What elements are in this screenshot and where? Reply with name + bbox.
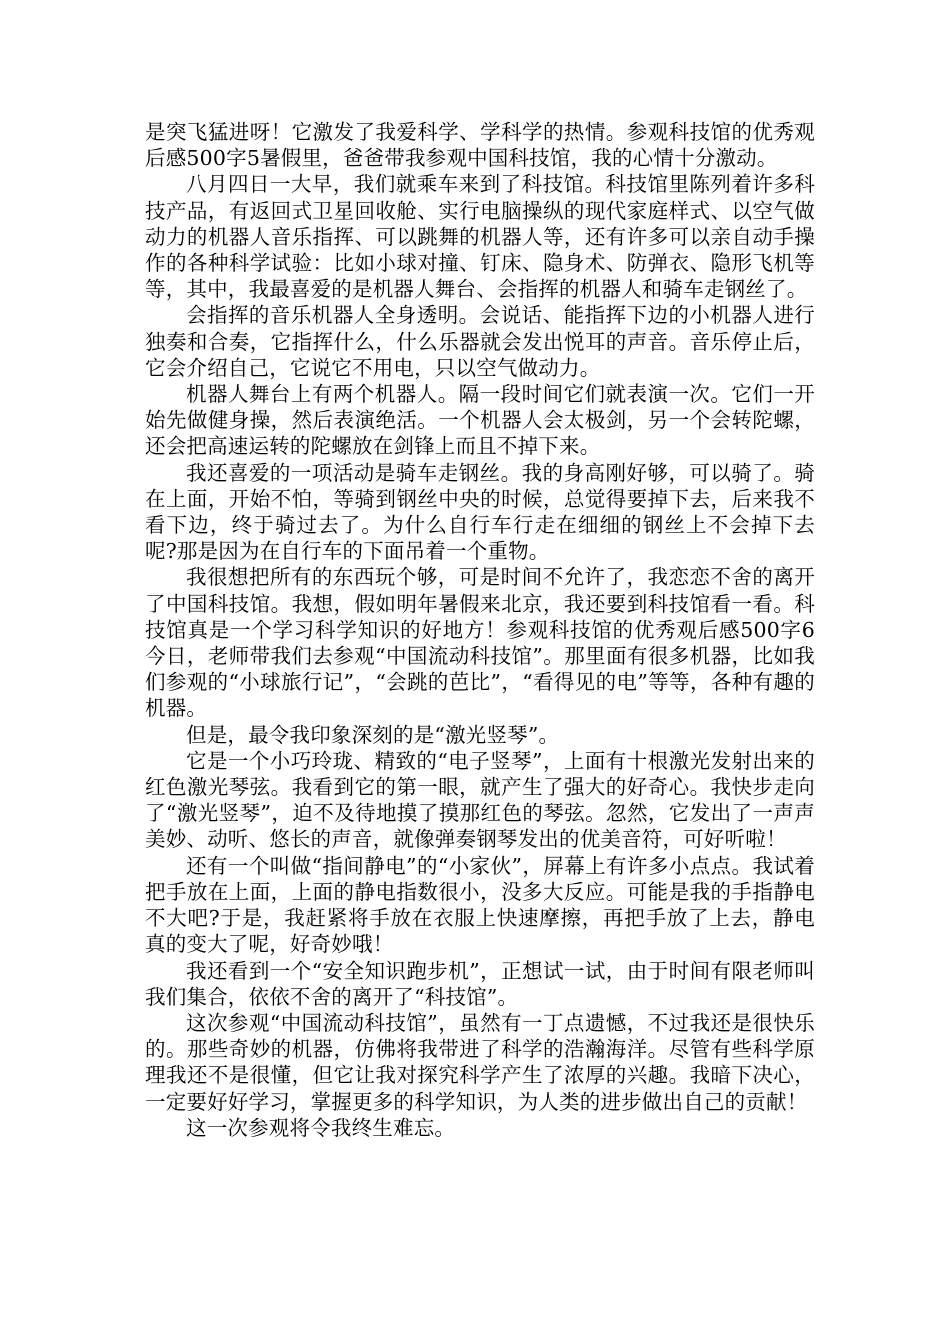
paragraph-10: 我还看到一个“安全知识跑步机”，正想试一试，由于时间有限老师叫我们集合，依依不舍的离开了“科技馆”。: [145, 958, 815, 1009]
paragraph-1: 是突飞猛进呀！它激发了我爱科学、学科学的热情。参观科技馆的优秀观后感500字5暑假里，爸爸带我参观中国科技馆，我的心情十分激动。: [145, 120, 815, 171]
paragraph-7: 但是，最令我印象深刻的是“激光竖琴”。: [186, 722, 560, 747]
paragraph-8: 它是一个小巧玲珑、精致的“电子竖琴”，上面有十根激光发射出来的红色激光琴弦。我看到它的第一眼，就产生了强大的好奇心。我快步走向了“激光竖琴”，迫不及待地摸了摸那红色的琴弦。忽然，它发出了一声声美妙、动听、悠长的声音，就像弹奏钢琴发出的优美音符，可好听啦！: [145, 748, 815, 852]
paragraph-9: 还有一个叫做“指间静电”的“小家伙”，屏幕上有许多小点点。我试着把手放在上面，上面的静电指数很小，没多大反应。可能是我的手指静电不大吧?于是，我赶紧将手放在衣服上快速摩擦，再把手放了上去，静电真的变大了呢，好奇妙哦！: [145, 853, 815, 957]
paragraph-11: 这次参观“中国流动科技馆”，虽然有一丁点遗憾，不过我还是很快乐的。那些奇妙的机器，仿佛将我带进了科学的浩瀚海洋。尽管有些科学原理我还不是很懂，但它让我对探究科学产生了浓厚的兴趣。我暗下决心，一定要好好学习，掌握更多的科学知识，为人类的进步做出自己的贡献！: [145, 1010, 815, 1114]
document-page: [145, 119, 815, 1141]
paragraph-6: 我很想把所有的东西玩个够，可是时间不允许了，我恋恋不舍的离开了中国科技馆。我想，假如明年暑假来北京，我还要到科技馆看一看。科技馆真是一个学习科学知识的好地方！参观科技馆的优秀观后感500字6今日，老师带我们去参观“中国流动科技馆”。那里面有很多机器，比如我们参观的“小球旅行记”，“会跳的芭比”，“看得见的电”等等，各种有趣的机器。: [145, 565, 815, 721]
paragraph-3: 会指挥的音乐机器人全身透明。会说话、能指挥下边的小机器人进行独奏和合奏，它指挥什么，什么乐器就会发出悦耳的声音。音乐停止后，它会介绍自己，它说它不用电，只以空气做动力。: [145, 303, 815, 380]
paragraph-4: 机器人舞台上有两个机器人。隔一段时间它们就表演一次。它们一开始先做健身操，然后表演绝活。一个机器人会太极剑，另一个会转陀螺，还会把高速运转的陀螺放在剑锋上而且不掉下来。: [145, 382, 815, 459]
paragraph-5: 我还喜爱的一项活动是骑车走钢丝。我的身高刚好够，可以骑了。骑在上面，开始不怕，等骑到钢丝中央的时候，总觉得要掉下去，后来我不看下边，终于骑过去了。为什么自行车行走在细细的钢丝上不会掉下去呢?那是因为在自行车的下面吊着一个重物。: [145, 460, 815, 564]
paragraph-2: 八月四日一大早，我们就乘车来到了科技馆。科技馆里陈列着许多科技产品，有返回式卫星回收舱、实行电脑操纵的现代家庭样式、以空气做动力的机器人音乐指挥、可以跳舞的机器人等，还有许多可以亲自动手操作的各种科学试验：比如小球对撞、钉床、隐身术、防弹衣、隐形飞机等等，其中，我最喜爱的是机器人舞台、会指挥的机器人和骑车走钢丝了。: [145, 172, 815, 302]
paragraph-12: 这一次参观将令我终生难忘。: [186, 1115, 456, 1140]
